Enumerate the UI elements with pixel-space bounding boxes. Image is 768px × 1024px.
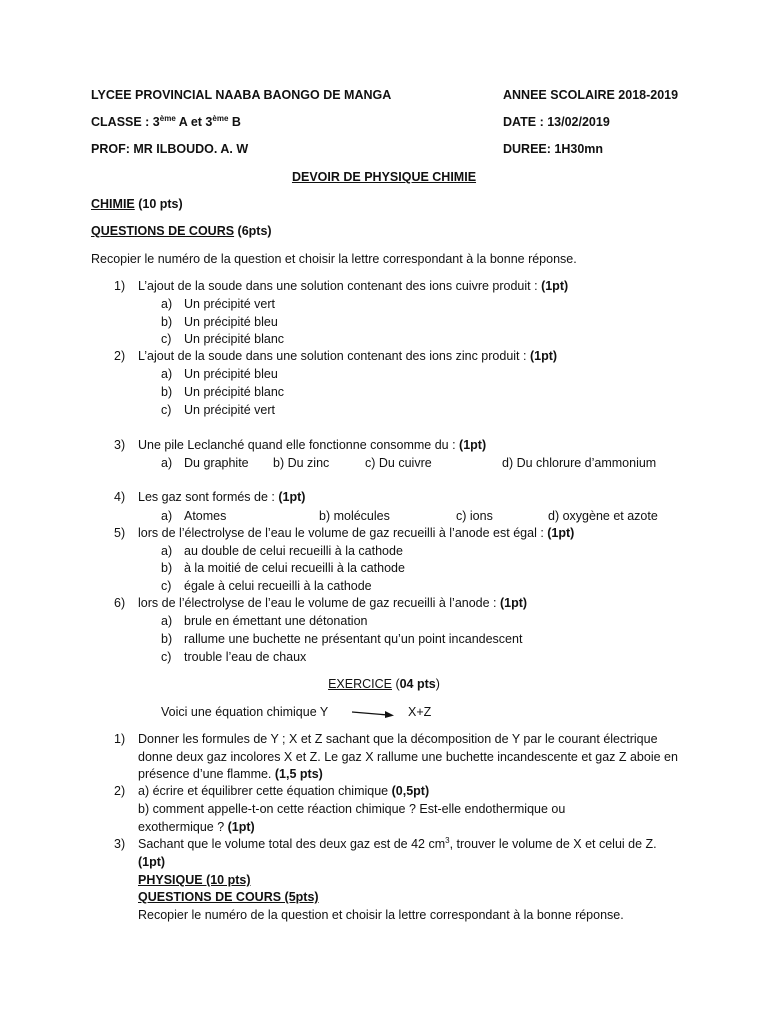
option-letter: b) — [161, 315, 173, 329]
chimie-questions-heading — [91, 223, 272, 239]
exercise-q2a-points: (0,5pt) — [391, 784, 430, 798]
exercise-question-3 — [138, 836, 678, 871]
option-text: Un précipité bleu — [184, 367, 278, 381]
physique-instruction: Recopier le numéro de la question et choisir la lettre correspondant à la bonne réponse. — [138, 908, 624, 922]
option-text: Du graphite — [184, 456, 249, 470]
exercice-label: EXERCICE — [328, 677, 392, 691]
option-letter: c) — [161, 579, 172, 593]
exercice-points: 04 pts — [399, 677, 436, 691]
option-text: égale à celui recueilli à la cathode — [184, 579, 372, 593]
option-letter: b) — [161, 632, 173, 646]
chimie-heading — [91, 196, 183, 212]
option-text: c) ions — [456, 509, 493, 523]
physique-heading: PHYSIQUE (10 pts) — [138, 873, 251, 887]
option-letter: a) — [161, 509, 173, 523]
option-text: au double de celui recueilli à la cathode — [184, 544, 403, 558]
exercise-question-number: 2) — [114, 784, 126, 798]
option-text: Un précipité blanc — [184, 385, 285, 399]
exercice-heading — [0, 676, 768, 692]
class-suffix: B — [228, 115, 241, 129]
option-letter: a) — [161, 614, 173, 628]
option-letter: c) — [161, 403, 172, 417]
option-letter: a) — [161, 297, 173, 311]
question-3-text: Une pile Leclanché quand elle fonctionne consomme du : — [138, 438, 460, 452]
question-number: 5) — [114, 526, 126, 540]
question-number: 4) — [114, 490, 126, 504]
school-year: ANNEE SCOLAIRE 2018-2019 — [503, 88, 679, 102]
option-text: d) oxygène et azote — [548, 509, 658, 523]
exercice-points-open: ( — [391, 677, 400, 691]
question-2-points: (1pt) — [529, 349, 558, 363]
class-info — [91, 114, 241, 130]
page-title: DEVOIR DE PHYSIQUE CHIMIE — [291, 170, 477, 184]
exercise-question-2a — [138, 783, 429, 799]
option-letter: a) — [161, 456, 173, 470]
exercise-q3-text: Sachant que le volume total des deux gaz est de 42 cm — [138, 837, 446, 851]
option-letter: c) — [161, 650, 172, 664]
option-text: c) Du cuivre — [365, 456, 432, 470]
question-number: 6) — [114, 596, 126, 610]
exercise-question-number: 1) — [114, 732, 126, 746]
question-number: 3) — [114, 438, 126, 452]
option-text: Un précipité vert — [184, 403, 276, 417]
exam-duration: DUREE: 1H30mn — [503, 142, 604, 156]
option-letter: a) — [161, 367, 173, 381]
question-number: 1) — [114, 279, 126, 293]
option-text: b) Du zinc — [273, 456, 330, 470]
exercise-q3-sup: 3 — [445, 836, 450, 845]
exercise-q2b-points: (1pt) — [227, 819, 255, 834]
class-sup-1: ème — [159, 114, 176, 123]
class-mid: A et 3 — [175, 115, 213, 129]
question-text — [138, 437, 486, 453]
question-text — [138, 278, 568, 294]
teacher-name: PROF: MR ILBOUDO. A. W — [91, 142, 249, 156]
question-5-text: lors de l’électrolyse de l’eau le volume de gaz recueilli à l’anode est égal : — [138, 526, 548, 540]
chimie-points: (10 pts) — [134, 197, 183, 211]
question-text — [138, 489, 305, 505]
exercise-q2a-text: a) écrire et équilibrer cette équation chimique — [138, 784, 392, 798]
physique-questions-heading: QUESTIONS DE COURS (5pts) — [138, 890, 319, 904]
exercice-points-close: ) — [435, 677, 440, 691]
equation-products: X+Z — [408, 705, 432, 719]
option-text: d) Du chlorure d’ammonium — [502, 456, 657, 470]
question-number: 2) — [114, 349, 126, 363]
school-name: LYCEE PROVINCIAL NAABA BAONGO DE MANGA — [91, 88, 392, 102]
question-4-text: Les gaz sont formés de : — [138, 490, 279, 504]
option-text: Atomes — [184, 509, 227, 523]
class-sup-2: ème — [212, 114, 229, 123]
option-text: trouble l’eau de chaux — [184, 650, 307, 664]
exercise-q2b-text: b) comment appelle-t-on cette réaction chimique ? Est-elle endothermique ou exothermique ? — [138, 802, 566, 834]
class-prefix: CLASSE : 3 — [91, 115, 160, 129]
question-text — [138, 525, 574, 541]
question-6-points: (1pt) — [500, 596, 528, 610]
question-2-text: L’ajout de la soude dans une solution contenant des ions zinc produit : — [138, 349, 530, 363]
question-1-points: (1pt) — [541, 279, 569, 293]
equation-text: Voici une équation chimique Y — [161, 705, 329, 719]
exercise-q3-text-2: , trouver le volume de X et celui de Z. — [449, 837, 657, 851]
question-1-text: L’ajout de la soude dans une solution contenant des ions cuivre produit : — [138, 279, 542, 293]
option-text: Un précipité blanc — [184, 332, 285, 346]
reaction-arrow-icon — [350, 706, 398, 720]
option-letter: b) — [161, 561, 173, 575]
option-letter: c) — [161, 332, 172, 346]
option-letter: a) — [161, 544, 173, 558]
option-text: à la moitié de celui recueilli à la cathode — [184, 561, 405, 575]
chimie-label: CHIMIE — [91, 197, 135, 211]
question-6-text: lors de l’électrolyse de l’eau le volume de gaz recueilli à l’anode : — [138, 596, 501, 610]
exercise-q3-points: (1pt) — [138, 854, 166, 869]
option-text: rallume une buchette ne présentant qu’un point incandescent — [184, 632, 523, 646]
option-text: Un précipité bleu — [184, 315, 278, 329]
chimie-questions-points: (6pts) — [234, 224, 272, 238]
option-text: Un précipité vert — [184, 297, 276, 311]
question-text — [138, 595, 527, 611]
question-4-points: (1pt) — [278, 490, 306, 504]
option-text: brule en émettant une détonation — [184, 614, 368, 628]
question-text — [138, 348, 557, 364]
option-letter: b) — [161, 385, 173, 399]
question-5-points: (1pt) — [547, 526, 575, 540]
exercise-question-2b — [138, 801, 608, 836]
exercise-q1-text: Donner les formules de Y ; X et Z sachant que la décomposition de Y par le courant électrique donne deux gaz incolores X et Z. Le gaz X rallume une buchette incandescente et gaz Z aboie en présence d’une flamme. — [138, 732, 678, 781]
exercise-question-number: 3) — [114, 837, 126, 851]
chimie-instruction: Recopier le numéro de la question et choisir la lettre correspondant à la bonne réponse. — [91, 252, 577, 266]
exam-date: DATE : 13/02/2019 — [503, 115, 610, 129]
question-3-points: (1pt) — [459, 438, 487, 452]
exercise-question-1 — [138, 731, 678, 784]
exercise-q1-points: (1,5 pts) — [274, 767, 323, 781]
chimie-questions-label: QUESTIONS DE COURS — [91, 224, 235, 238]
option-text: b) molécules — [319, 509, 390, 523]
